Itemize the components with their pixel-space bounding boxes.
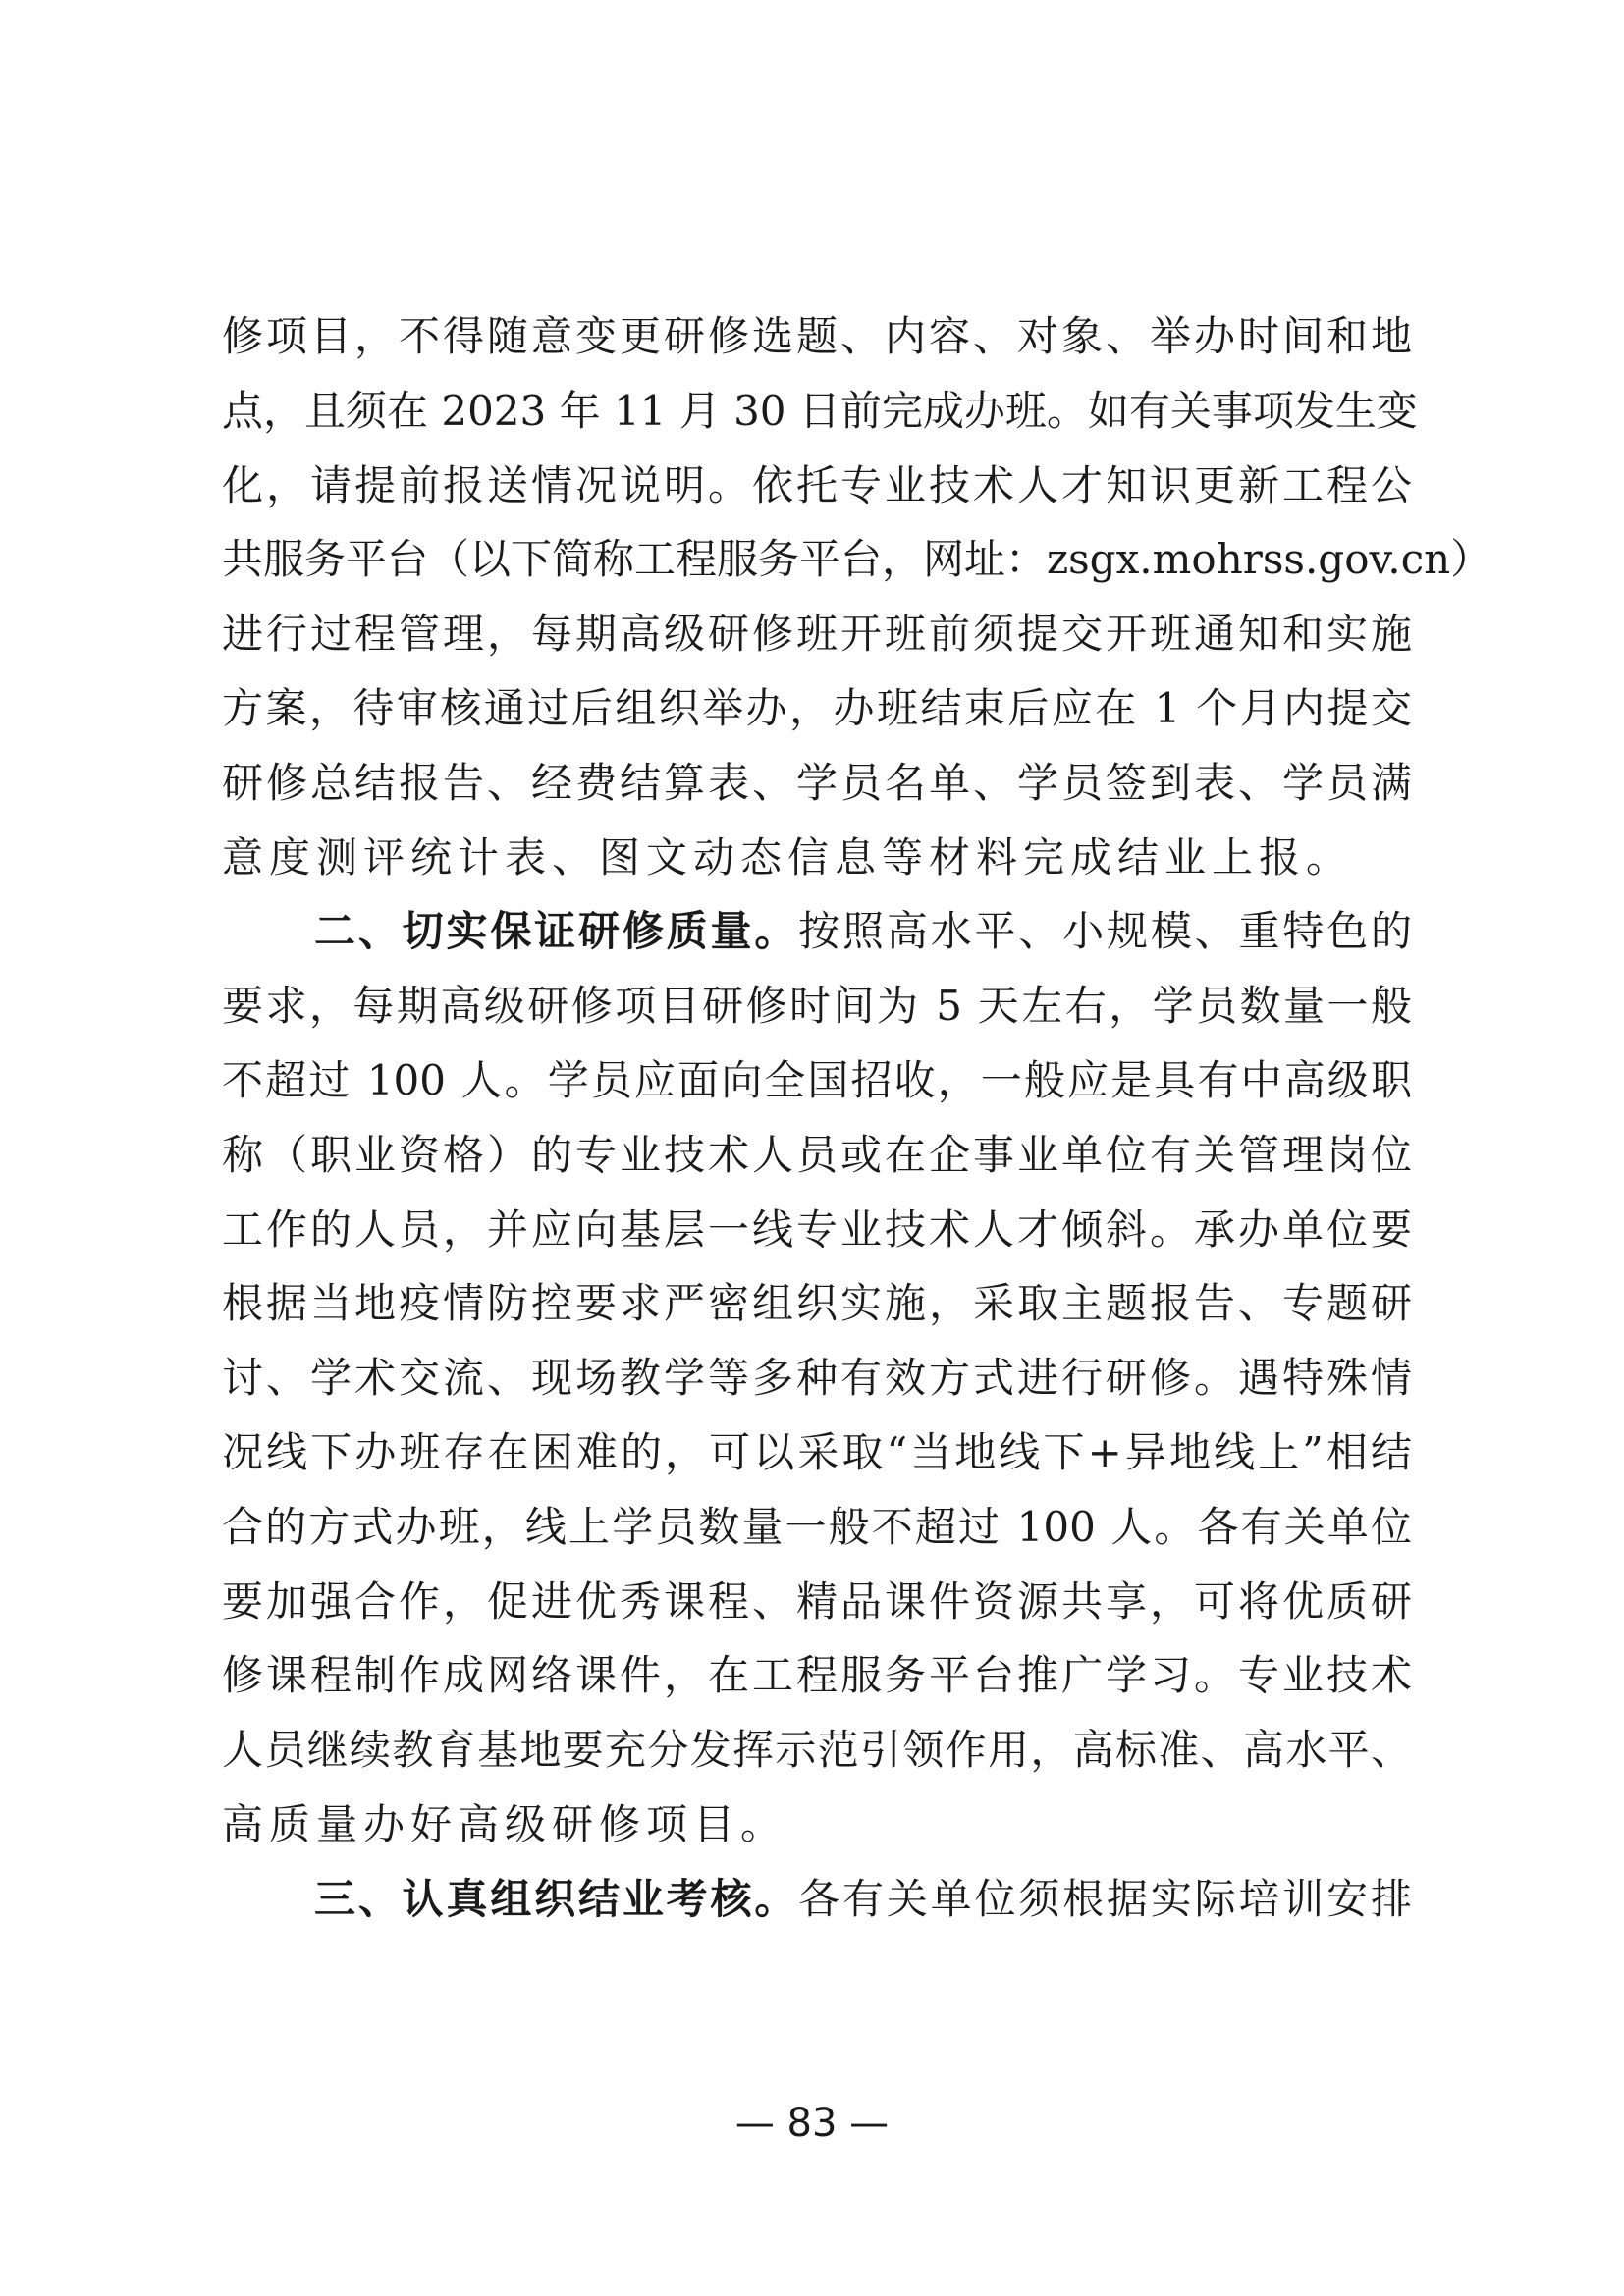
section-2-first-line: [222, 894, 1412, 969]
text-line: 要求，每期高级研修项目研修时间为 5 天左右，学员数量一般: [222, 982, 1412, 1031]
text-line: 讨、学术交流、现场教学等多种有效方式进行研修。遇特殊情: [222, 1354, 1412, 1403]
text-line: 不超过 100 人。学员应面向全国招收，一般应是具有中高级职: [222, 1055, 1412, 1104]
text-line: 人员继续教育基地要充分发挥示范引领作用，高标准、高水平、: [222, 1726, 1412, 1775]
text-line: 共服务平台（以下简称工程服务平台，网址：zsgx.mohrss.gov.cn）: [222, 535, 1492, 584]
text-line: 化，请提前报送情况说明。依托专业技术人才知识更新工程公: [222, 460, 1412, 509]
text-line: 合的方式办班，线上学员数量一般不超过 100 人。各有关单位: [222, 1502, 1412, 1551]
text-line: 况线下办班存在困难的，可以采取“当地线下+异地线上”相结: [222, 1427, 1412, 1476]
text-line: 修项目，不得随意变更研修选题、内容、对象、举办时间和地: [222, 312, 1412, 360]
text-line: 意度测评统计表、图文动态信息等材料完成结业上报。: [222, 832, 1354, 881]
section-2-intro-text: 按照高水平、小规模、重特色的: [798, 907, 1412, 956]
page-number: — 83 —: [734, 2101, 890, 2146]
section-3-first-line: [222, 1862, 1412, 1937]
section-3-heading: 三、认真组织结业考核。: [314, 1874, 799, 1923]
text-line: 要加强合作，促进优秀课程、精品课件资源共享，可将优质研: [222, 1576, 1412, 1626]
section-2-heading: 二、切实保证研修质量。: [314, 907, 799, 956]
text-line: 点，且须在 2023 年 11 月 30 日前完成办班。如有关事项发生变: [222, 386, 1418, 435]
text-line: 高质量办好高级研修项目。: [222, 1799, 788, 1848]
document-body: [222, 299, 1492, 1937]
text-line: 方案，待审核通过后组织举办，办班结束后应在 1 个月内提交: [222, 683, 1412, 732]
text-line: 根据当地疫情防控要求严密组织实施，采取主题报告、专题研: [222, 1279, 1412, 1328]
text-line: 工作的人员，并应向基层一线专业技术人才倾斜。承办单位要: [222, 1204, 1412, 1254]
section-3-intro-text: 各有关单位须根据实际培训安排: [798, 1874, 1412, 1923]
text-line: 称（职业资格）的专业技术人员或在企事业单位有关管理岗位: [222, 1130, 1412, 1179]
text-line: 研修总结报告、经费结算表、学员名单、学员签到表、学员满: [222, 758, 1412, 807]
text-line: 进行过程管理，每期高级研修班开班前须提交开班通知和实施: [222, 610, 1412, 659]
text-line: 修课程制作成网络课件，在工程服务平台推广学习。专业技术: [222, 1651, 1412, 1700]
